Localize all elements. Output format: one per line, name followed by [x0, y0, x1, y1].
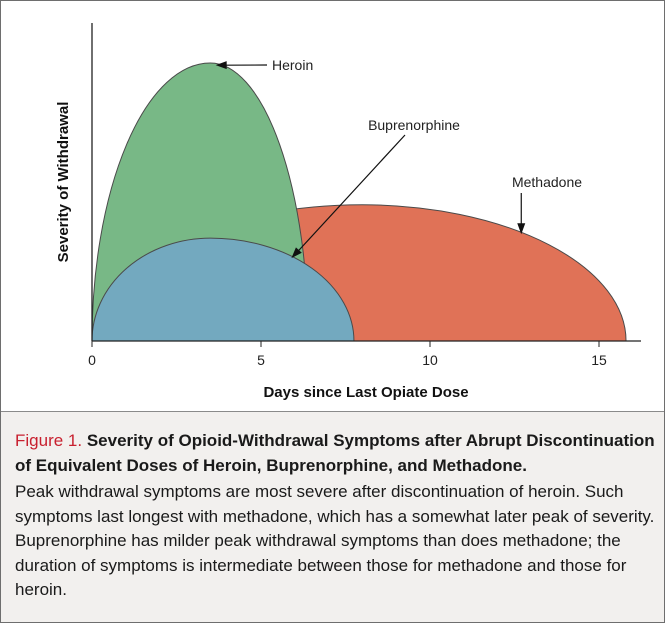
x-tick-label: 5	[257, 352, 265, 368]
y-axis-label: Severity of Withdrawal	[55, 101, 72, 263]
caption-panel	[1, 412, 664, 622]
caption-title	[15, 428, 655, 478]
series-label-buprenorphine: Buprenorphine	[368, 117, 460, 133]
series-label-heroin: Heroin	[272, 57, 314, 73]
x-axis-label: Days since Last Opiate Dose	[263, 384, 469, 401]
plot-area	[1, 1, 664, 411]
x-tick-label: 0	[88, 352, 96, 368]
x-tick-label: 15	[591, 352, 607, 368]
figure-label: Figure 1.	[15, 431, 83, 450]
series-label-methadone: Methadone	[511, 174, 583, 190]
caption-body: Peak withdrawal symptoms are most severe after discontinuation of heroin. Such symptoms last longest with methadone, which has a somewhat later peak of severity. Buprenorphine has milder peak withdrawal symptoms than does methadone; the duration of symptoms is intermediate between those for methadone and those for heroin.	[15, 482, 655, 599]
withdrawal-chart	[1, 1, 664, 411]
x-tick-label: 10	[422, 352, 438, 368]
caption-title-text: Severity of Opioid-Withdrawal Symptoms after Abrupt Discontinuation of Equivalent Doses of Heroin, Buprenorphine, and Methadone.	[15, 431, 655, 475]
